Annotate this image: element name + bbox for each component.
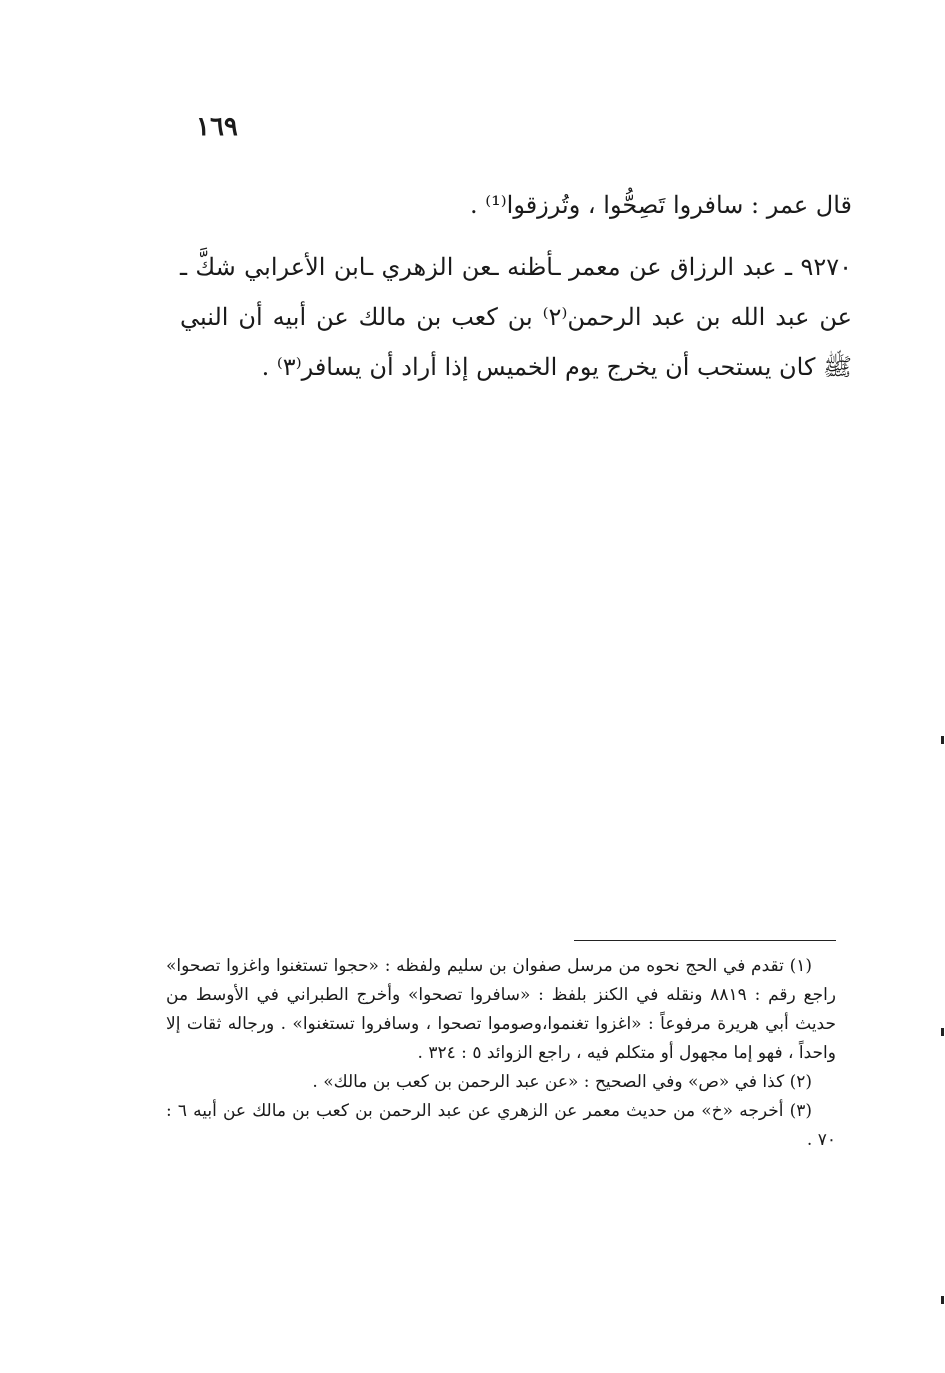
quote-line: قال عمر : سافروا تَصِحُّوا ، وتُرزقوا⁽¹⁾ . [469,191,852,219]
footnote-2: (٢) كذا في «ص» وفي الصحيح : «عن عبد الرحمن بن كعب بن مالك» . [312,1072,812,1092]
scan-edge-mark [941,1028,944,1036]
footnote-divider [574,940,836,941]
footnotes-block [166,952,836,1155]
footnote-3: (٣) أخرجه «خ» من حديث معمر عن الزهري عن عبد الرحمن بن كعب بن مالك عن أبيه ٦ : ٧٠ . [166,1101,836,1150]
footnote-1: (١) تقدم في الحج نحوه من مرسل صفوان بن سليم ولفظه : «حجوا تستغنوا واغزوا تصحوا» راجع رقم : ٨٨١٩ ونقله في الكنز بلفظ : «سافروا تصحوا» وأخرج الطبراني في الأوسط من حديث أبي هريرة مرفوعاً : «اغزوا تغنموا،وصوموا تصحوا ، وسافروا تستغنوا» . ورجاله ثقات إلا واحداً ، فهو إما مجهول أو متكلم فيه ، راجع الزوائد ٥ : ٣٢٤ . [166,956,837,1063]
scan-edge-mark [941,1296,944,1304]
main-text-block [180,180,852,392]
hadith-9270: ٩٢٧٠ ـ عبد الرزاق عن معمر ـأظنه ـعن الزهري ـابن الأعرابي شكَّ ـ عن عبد الله بن عبد الرحمن⁽٢⁾ بن كعب بن مالك عن أبيه أن النبي ﷺ كان يستحب أن يخرج يوم الخميس إذا أراد أن يسافر⁽٣⁾ . [180,253,852,381]
page-number: ١٦٩ [196,112,238,142]
scan-edge-mark [941,736,944,744]
